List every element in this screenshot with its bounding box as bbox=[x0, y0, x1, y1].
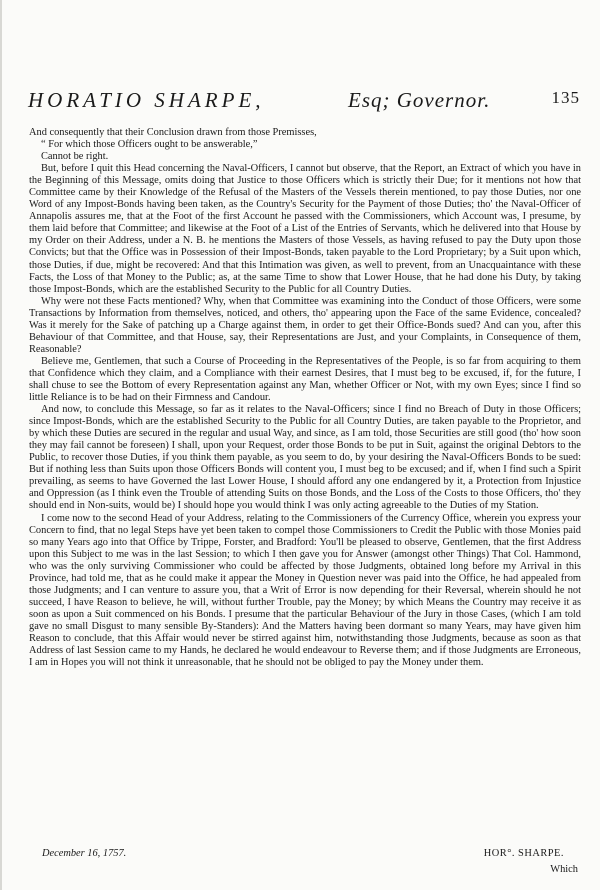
running-header bbox=[28, 88, 580, 114]
page-number: 135 bbox=[551, 88, 580, 107]
paragraph: I come now to the second Head of your Address, relating to the Commissioners of the Currency Office, wherein you express your Concern to find, that no legal Steps have yet been taken to compel those Commissioners to Credit the Public with those Monies paid so many Years ago into that Office by Trippe, Forster, and Bradford: You'll be pleased to observe, Gentlemen, that the first Address upon this Subject to me was in the last Session; to which I then gave you for Answer (amongst other Things) That Col. Hammond, who was the only surviving Commissioner who could be affected by those Judgments, obtained long before my Arrival in this Province, had told me, that as he could make it appear the Money in Question never was paid into the Office, he had appealed from those Judgments; and I can venture to assure you, that a Writ of Error is now depending for their Reversal, wherein should he not succeed, I have Reason to believe, he will, without further Trouble, pay the Money; by which Means the Country may receive it as soon as upon a Suit commenced on his Bonds. I presume that the particular Behaviour of the Jury in those Cases, (which I am told gave no small Disgust to many sensible By-Standers): And the Matters having been dormant so many Years, may have given him Reason to conclude, that this Affair would never be stirred against him, notwithstanding those Judgments, because as soon as that Address of last Session came to my Hands, he declared he would endeavour to Reverse them; and if those Judgments are Erroneous, I am in Hopes you will not think it unreasonable, that he should not be obliged to pay the Money under them. bbox=[29, 512, 581, 669]
paragraph: “ For which those Officers ought to be answerable,” bbox=[41, 139, 258, 151]
paragraph: Believe me, Gentlemen, that such a Course of Proceeding in the Representatives of the People, is so far from acquiring to them that Confidence which they claim, and a Compliance with their earnest Desires, that I must beg to be excused, if, for the future, I shall chuse to see the Bottom of every Representation against any Man, whether Officer or Not, with my own Eyes; since I find so little Reliance is to be had on their Firmness and Candour. bbox=[29, 355, 581, 404]
body-text bbox=[29, 127, 581, 669]
header-name: HORATIO SHARPE, bbox=[28, 88, 265, 112]
paragraph: Why were not these Facts mentioned? Why, when that Committee was examining into the Conduct of those Officers, were some Transactions by Information from themselves, noticed, and others, tho' appearing upon the Face of the same Evidence, concealed? Was it merely for the Sake of patching up a Charge against them, in order to get their Office-Bonds sued? And can you, after this Behaviour of that Committee, and that House, say, their Representations are Just, and your Complaints, in Consequence of them, Reasonable? bbox=[29, 295, 581, 355]
paragraph: But, before I quit this Head concerning the Naval-Officers, I cannot but observe, that the Report, an Extract of which you have in the Beginning of this Message, omits doing that Justice to those Officers which is strictly their Due; for it mentions not how that Committee came by their Knowledge of the Refusal of the Masters of the Vessels therein mentioned, to pay those Duties, nor one Word of any Impost-Bonds having been taken, as the Country's Security for the Payment of those Duties; tho' the Naval-Officer of Annapolis assures me, that at the Foot of the first Account he passed with the Commissioners, which Account was, I presume, by them laid before that Committee; and likewise at the Foot of a List of the Entries of Servants, which he delivered into that House by my Order on their Address, under a N. B. he mentions the Masters of those Vessels, as having refused to pay the Duty upon those Convicts; but that the Office was in Possession of their Impost-Bonds, taken payable to the Lord Proprietary; by a Suit upon which, those Duties, if due, might be recovered: And that this Intimation was given, as well to prevent, from an Unacquaintance with these Facts, the Loss of that Money to the Public; as, at the same Time to show that Lower House, that he had done his Duty, by taking those Impost-Bonds, which are the established Security to the Public for all Country Duties. bbox=[29, 163, 581, 295]
paragraph: Cannot be right. bbox=[41, 151, 109, 163]
signature-line bbox=[42, 848, 564, 862]
paragraph: And consequently that their Conclusion drawn from those Premisses, bbox=[29, 127, 317, 138]
signer-name: HOR°. SHARPE. bbox=[483, 848, 564, 859]
catchword: Which bbox=[550, 864, 578, 875]
message-date: December 16, 1757. bbox=[42, 848, 127, 859]
header-title: Esq; Governor. bbox=[348, 88, 491, 112]
paragraph: And now, to conclude this Message, so far as it relates to the Naval-Officers; since I find no Breach of Duty in those Officers; since Impost-Bonds, which are the established Security to the Public for all Country Duties, are taken payable to the Proprietor, and by which these Duties are secured in the regular and usual Way, and since, as I am told, those Securities are still good (tho' how soon they may fail cannot be foreseen) I shall, upon your Request, order those Bonds to be put in Suit, against the original Debtors to the Public, to recover those Duties, if you think them payable, as you seem to do, by your desiring the Naval-Officers Bonds to be sued: But if nothing less than Suits upon those Officers Bonds will content you, I must beg to be excused; and if, when I find such a Spirit prevailing, as seems to have Governed the last Lower House, I should afford any one endangered by it, a Protection from Injustice and Oppression (as I think even the Trouble of attending Suits on those Bonds, and the Loss of the Costs to those Officers, tho' they should end in Non-suits, would be) I should hope you would think I was only acting agreeable to the Duties of my Station. bbox=[29, 404, 581, 512]
